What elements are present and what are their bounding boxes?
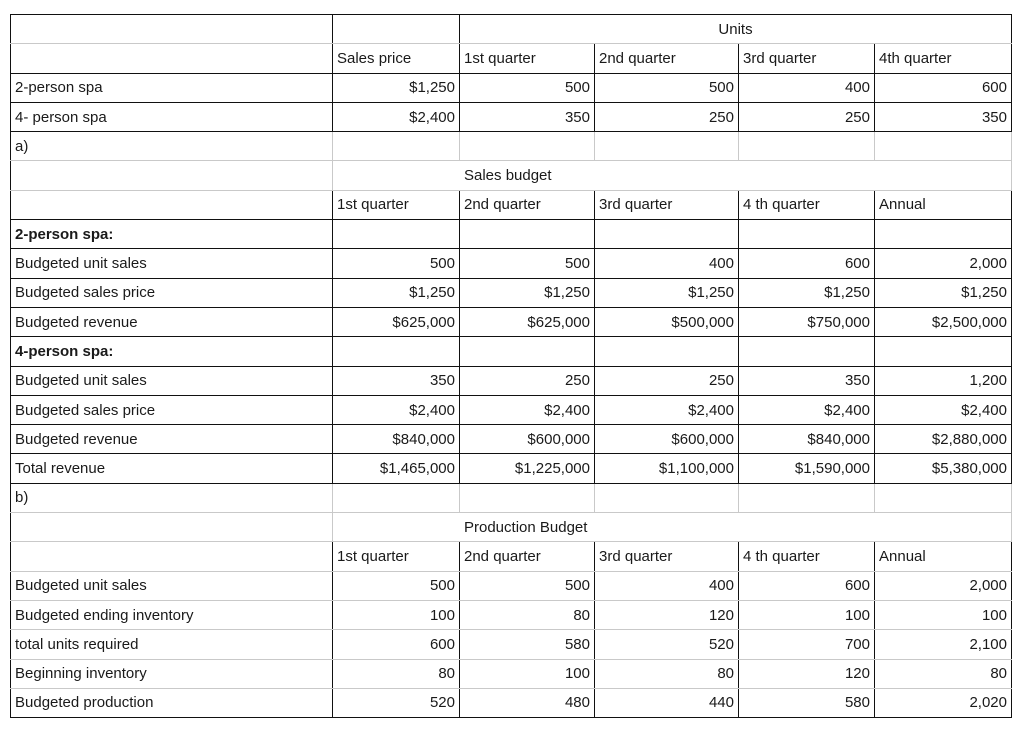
column-header: 4 th quarter [739, 542, 875, 571]
value-cell: 400 [595, 571, 739, 600]
value-cell: $2,400 [739, 395, 875, 424]
empty-cell [875, 220, 1012, 249]
sales-data-row [11, 366, 1012, 395]
value-cell: 350 [739, 366, 875, 395]
value-cell: 350 [460, 102, 595, 131]
value-cell: 1,200 [875, 366, 1012, 395]
value-cell: 500 [460, 73, 595, 102]
value-cell: 250 [739, 102, 875, 131]
units-header: Units [460, 15, 1012, 44]
value-cell: $1,250 [333, 73, 460, 102]
top-data-row [11, 73, 1012, 102]
row-label: Budgeted unit sales [11, 249, 333, 278]
empty-cell [739, 483, 875, 512]
row-label: Budgeted ending inventory [11, 600, 333, 629]
empty-cell [333, 337, 460, 366]
value-cell: 100 [333, 600, 460, 629]
value-cell: $1,250 [739, 278, 875, 307]
section-row [11, 337, 1012, 366]
sales-data-row [11, 454, 1012, 483]
empty-cell [739, 132, 875, 161]
value-cell: 100 [875, 600, 1012, 629]
row-label: Budgeted sales price [11, 395, 333, 424]
value-cell: $750,000 [739, 307, 875, 336]
value-cell: $2,400 [333, 395, 460, 424]
value-cell: 100 [460, 659, 595, 688]
value-cell: 120 [739, 659, 875, 688]
column-header: 4 th quarter [739, 190, 875, 219]
value-cell: $5,380,000 [875, 454, 1012, 483]
row-label: Budgeted sales price [11, 278, 333, 307]
value-cell: 250 [595, 102, 739, 131]
value-cell: 580 [460, 630, 595, 659]
empty-cell [460, 337, 595, 366]
column-header: 4th quarter [875, 44, 1012, 73]
row-label: Budgeted revenue [11, 425, 333, 454]
value-cell: $1,225,000 [460, 454, 595, 483]
column-header: Annual [875, 190, 1012, 219]
value-cell: $625,000 [460, 307, 595, 336]
value-cell: 600 [875, 73, 1012, 102]
column-header: 1st quarter [333, 190, 460, 219]
column-header: Sales price [333, 44, 460, 73]
column-header: 3rd quarter [595, 542, 739, 571]
value-cell: 80 [595, 659, 739, 688]
sales-data-row [11, 425, 1012, 454]
value-cell: $1,465,000 [333, 454, 460, 483]
column-header: Annual [875, 542, 1012, 571]
value-cell: 80 [460, 600, 595, 629]
empty-cell [333, 132, 460, 161]
column-header: 1st quarter [460, 44, 595, 73]
value-cell: 580 [739, 688, 875, 717]
production-data-row [11, 659, 1012, 688]
value-cell: $1,250 [595, 278, 739, 307]
column-header: 3rd quarter [595, 190, 739, 219]
empty-cell [333, 513, 460, 542]
empty-cell [875, 337, 1012, 366]
section-label: 2-person spa: [11, 220, 333, 249]
row-label: Budgeted production [11, 688, 333, 717]
empty-cell [595, 220, 739, 249]
value-cell: $625,000 [333, 307, 460, 336]
row-label: 2-person spa [11, 73, 333, 102]
sales-data-row [11, 307, 1012, 336]
value-cell: $600,000 [595, 425, 739, 454]
part-label: a) [11, 132, 333, 161]
value-cell: $500,000 [595, 307, 739, 336]
value-cell: 440 [595, 688, 739, 717]
value-cell: $2,400 [333, 102, 460, 131]
empty-cell [11, 542, 333, 571]
column-header: 2nd quarter [460, 190, 595, 219]
value-cell: 350 [333, 366, 460, 395]
value-cell: 500 [595, 73, 739, 102]
top-header-row [11, 44, 1012, 73]
sales-budget-title: Sales budget [460, 161, 1012, 190]
value-cell: $2,400 [460, 395, 595, 424]
value-cell: 80 [333, 659, 460, 688]
top-data-row [11, 102, 1012, 131]
value-cell: 400 [595, 249, 739, 278]
row-label: Budgeted unit sales [11, 366, 333, 395]
column-header: 3rd quarter [739, 44, 875, 73]
row-label: 4- person spa [11, 102, 333, 131]
sales-data-row [11, 395, 1012, 424]
production-data-row [11, 630, 1012, 659]
value-cell: $1,250 [460, 278, 595, 307]
value-cell: 500 [333, 249, 460, 278]
budget-spreadsheet [10, 14, 1012, 718]
value-cell: 520 [595, 630, 739, 659]
empty-cell [11, 161, 333, 190]
production-data-row [11, 571, 1012, 600]
value-cell: 250 [460, 366, 595, 395]
empty-cell [333, 220, 460, 249]
empty-cell [595, 483, 739, 512]
value-cell: 520 [333, 688, 460, 717]
production-header-row [11, 542, 1012, 571]
column-header: 1st quarter [333, 542, 460, 571]
empty-cell [11, 44, 333, 73]
value-cell: 600 [739, 571, 875, 600]
section-label: 4-person spa: [11, 337, 333, 366]
column-header: 2nd quarter [460, 542, 595, 571]
value-cell: $1,250 [333, 278, 460, 307]
empty-cell [333, 161, 460, 190]
value-cell: 2,000 [875, 249, 1012, 278]
sales-data-row [11, 249, 1012, 278]
empty-cell [11, 15, 333, 44]
value-cell: $2,880,000 [875, 425, 1012, 454]
value-cell: 700 [739, 630, 875, 659]
row-label: Beginning inventory [11, 659, 333, 688]
value-cell: $2,400 [595, 395, 739, 424]
sales-header-row [11, 190, 1012, 219]
empty-cell [460, 132, 595, 161]
value-cell: 600 [739, 249, 875, 278]
value-cell: $600,000 [460, 425, 595, 454]
empty-cell [875, 132, 1012, 161]
empty-cell [333, 483, 460, 512]
row-label: Total revenue [11, 454, 333, 483]
empty-cell [11, 513, 333, 542]
production-budget-title: Production Budget [460, 513, 1012, 542]
value-cell: 350 [875, 102, 1012, 131]
value-cell: $2,400 [875, 395, 1012, 424]
value-cell: $840,000 [739, 425, 875, 454]
sales-data-row [11, 278, 1012, 307]
value-cell: 2,100 [875, 630, 1012, 659]
value-cell: 500 [460, 249, 595, 278]
empty-cell [333, 15, 460, 44]
empty-cell [739, 337, 875, 366]
value-cell: 600 [333, 630, 460, 659]
value-cell: 120 [595, 600, 739, 629]
value-cell: 2,020 [875, 688, 1012, 717]
value-cell: 100 [739, 600, 875, 629]
units-header-row [11, 15, 1012, 44]
production-data-row [11, 688, 1012, 717]
column-header: 2nd quarter [595, 44, 739, 73]
value-cell: 480 [460, 688, 595, 717]
row-label: Budgeted revenue [11, 307, 333, 336]
value-cell: 80 [875, 659, 1012, 688]
row-label: Budgeted unit sales [11, 571, 333, 600]
part-a-row [11, 132, 1012, 161]
value-cell: $840,000 [333, 425, 460, 454]
value-cell: 250 [595, 366, 739, 395]
value-cell: $1,250 [875, 278, 1012, 307]
empty-cell [595, 132, 739, 161]
part-label: b) [11, 483, 333, 512]
value-cell: 400 [739, 73, 875, 102]
value-cell: 2,000 [875, 571, 1012, 600]
production-title-row [11, 513, 1012, 542]
empty-cell [460, 483, 595, 512]
section-row [11, 220, 1012, 249]
sales-budget-title-row [11, 161, 1012, 190]
value-cell: 500 [333, 571, 460, 600]
value-cell: $2,500,000 [875, 307, 1012, 336]
empty-cell [460, 220, 595, 249]
part-b-row [11, 483, 1012, 512]
value-cell: 500 [460, 571, 595, 600]
value-cell: $1,590,000 [739, 454, 875, 483]
empty-cell [595, 337, 739, 366]
empty-cell [739, 220, 875, 249]
row-label: total units required [11, 630, 333, 659]
value-cell: $1,100,000 [595, 454, 739, 483]
production-data-row [11, 600, 1012, 629]
empty-cell [11, 190, 333, 219]
empty-cell [875, 483, 1012, 512]
